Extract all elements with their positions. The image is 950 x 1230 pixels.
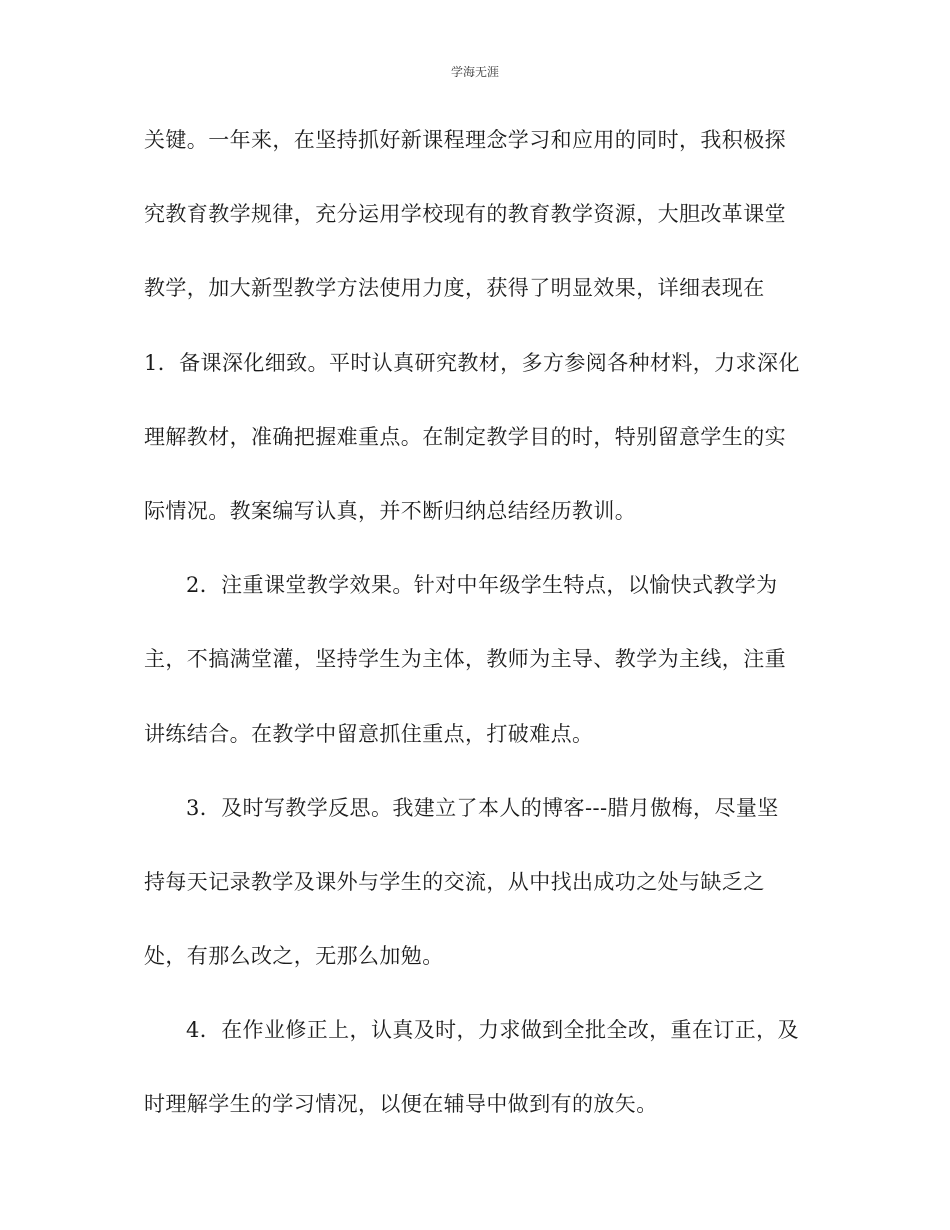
- text-line: 讲练结合。在教学中留意抓住重点，打破难点。: [144, 721, 594, 746]
- text-line: 持每天记录教学及课外与学生的交流，从中找出成功之处与缺乏之: [144, 869, 765, 894]
- text-line: 际情况。教案编写认真，并不断归纳总结经历教训。: [144, 498, 637, 523]
- page-header: 学海无涯: [450, 65, 499, 79]
- text-line: 教学，加大新型教学方法使用力度，获得了明显效果，详细表现在: [144, 276, 765, 301]
- text-line: 理解教材，准确把握难重点。在制定教学目的时，特别留意学生的实: [144, 424, 786, 449]
- text-line: 究教育教学规律，充分运用学校现有的教育教学资源，大胆改革课堂: [144, 202, 786, 227]
- text-line: 时理解学生的学习情况，以便在辅导中做到有的放矢。: [144, 1092, 658, 1117]
- text-line: 2．注重课堂教学效果。针对中年级学生特点，以愉快式教学为: [186, 573, 778, 598]
- text-line: 1．备课深化细致。平时认真研究教材，多方参阅各种材料，力求深化: [144, 350, 800, 375]
- text-line: 3．及时写教学反思。我建立了本人的博客---腊月傲梅，尽量坚: [186, 795, 779, 820]
- document-body: [144, 122, 814, 1161]
- text-line: 4．在作业修正上，认真及时，力求做到全批全改，重在订正，及: [186, 1018, 799, 1043]
- text-line: 主，不搞满堂灌，坚持学生为主体，教师为主导、教学为主线，注重: [144, 647, 786, 672]
- text-line: 关键。一年来，在坚持抓好新课程理念学习和应用的同时，我积极探: [144, 128, 786, 152]
- text-line: 处，有那么改之，无那么加勉。: [144, 944, 444, 969]
